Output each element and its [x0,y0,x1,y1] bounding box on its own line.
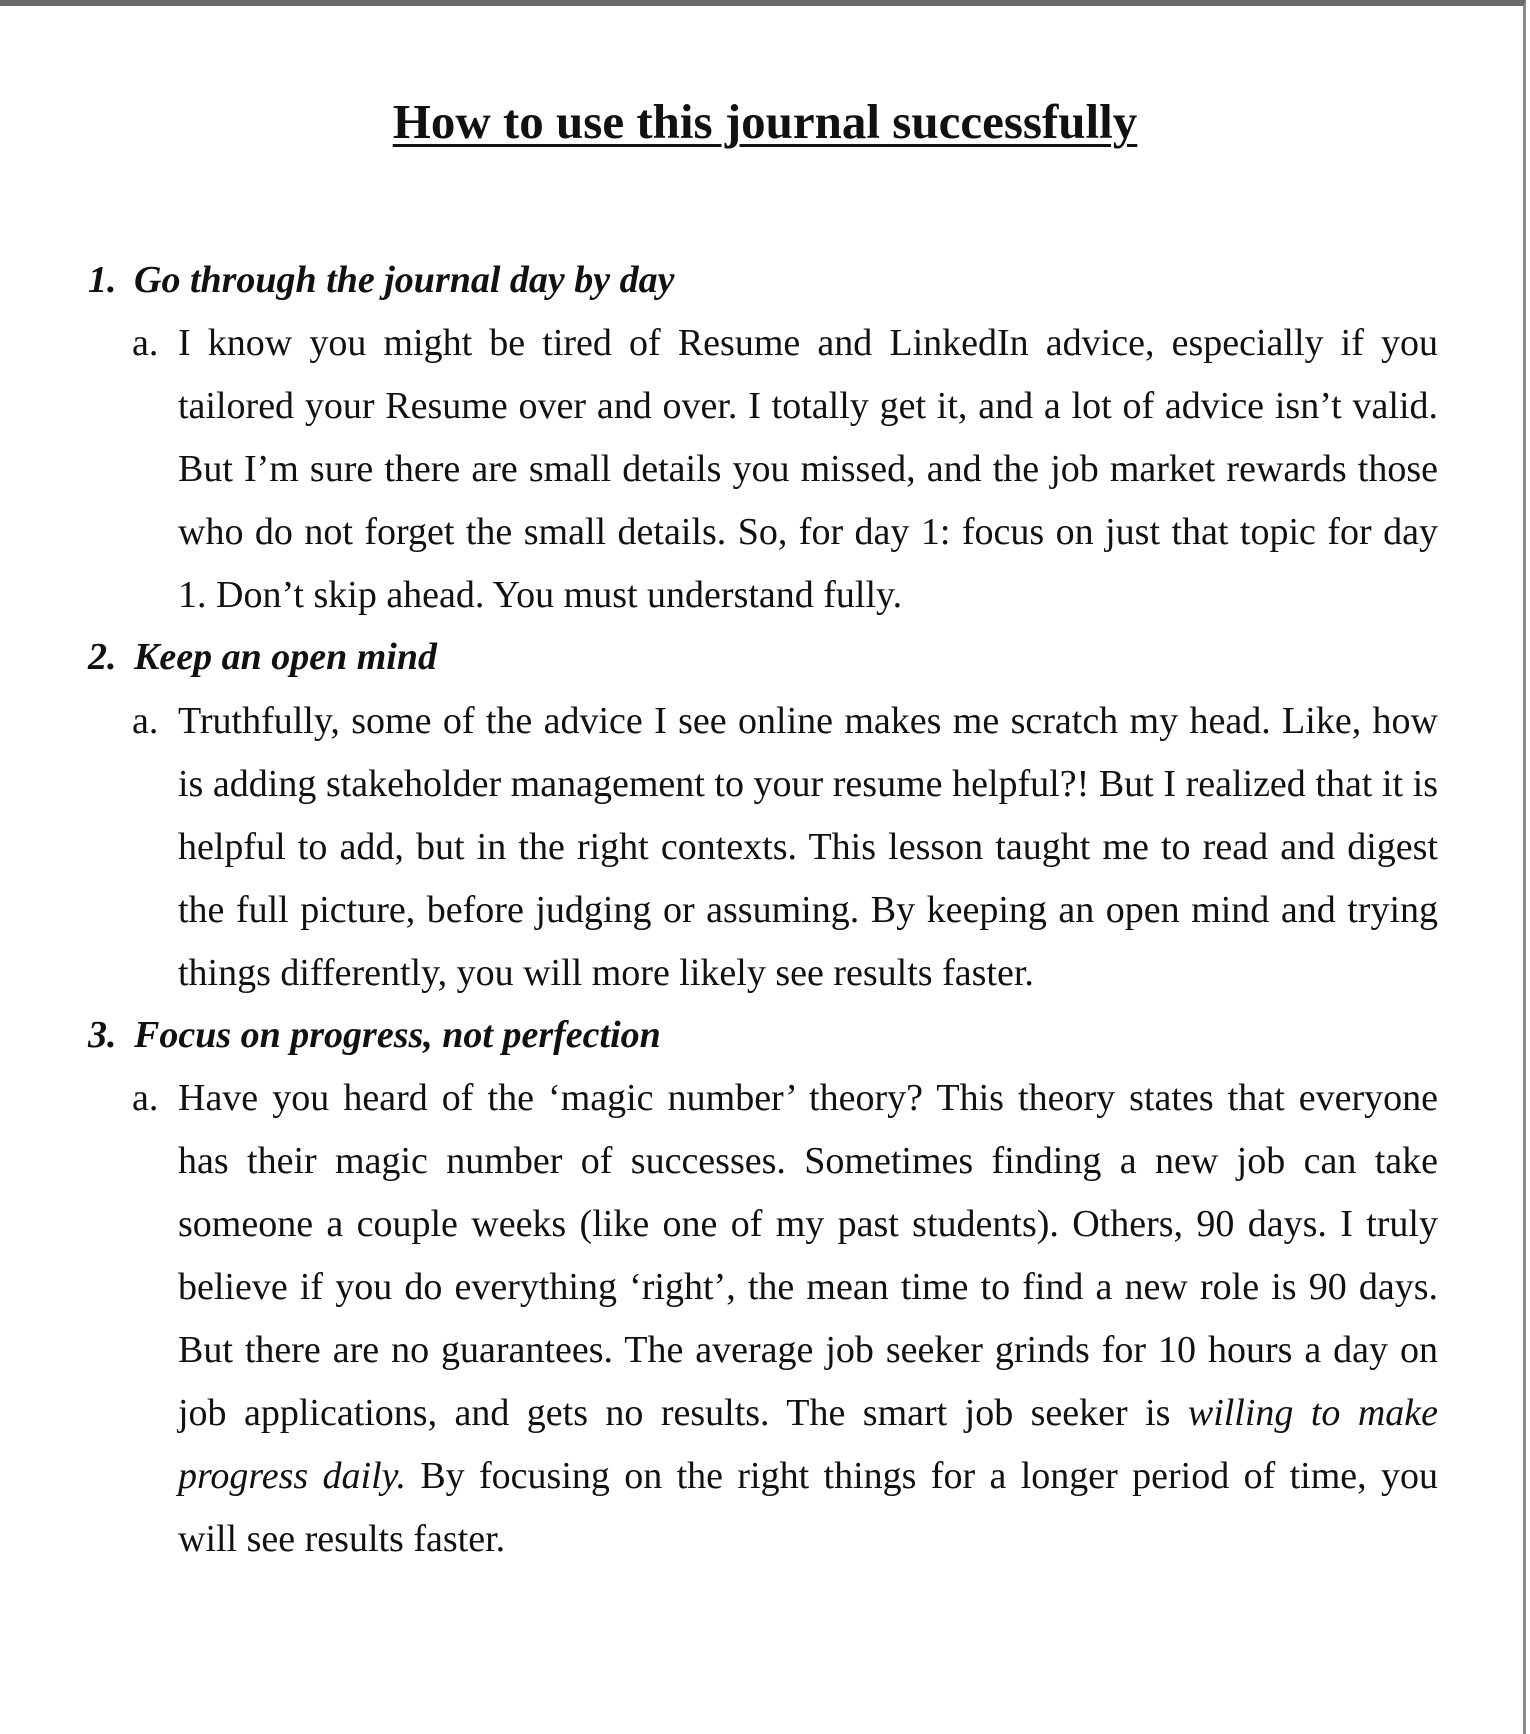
paragraph-1a: I know you might be tired of Resume and LinkedIn advice, especially if you tailored your Resume over and over. I totally get it, and a lot of advice isn’t valid. But I’m sure there are small details you missed, and the job market rewards those who do not forget the small details. So, for day 1: focus on just that topic for day 1. Don’t skip ahead. You must understand fully. [178,322,1438,616]
section-heading-1 [88,256,675,304]
paragraph-3a-text-before: Have you heard of the ‘magic number’ theory? This theory states that everyone has their magic number of successes. Sometimes finding a new job can take someone a couple weeks (like one of my past students). Others, 90 days. I truly believe if you do everything ‘right’, the mean time to find a new role is 90 days. But there are no guarantees. The average job seeker grinds for 10 hours a day on job applications, and gets no results. The smart job seeker is [178,1077,1438,1434]
section-heading-text-3: Focus on progress, not perfection [134,1014,661,1056]
paragraph-2a: Truthfully, some of the advice I see online makes me scratch my head. Like, how is adding stakeholder management to your resume helpful?! But I realized that it is helpful to add, but in the right contexts. This lesson taught me to read and digest the full picture, before judging or assuming. By keeping an open mind and trying things differently, you will more likely see results faster. [178,700,1438,994]
sub-item-marker-1a: a. [132,322,159,364]
section-heading-text-2: Keep an open mind [134,636,437,678]
section-number-2: 2. [88,636,117,678]
paragraph-3a-emphasis: willing to make progress daily. [178,1392,1438,1497]
page-title: How to use this journal successfully [392,94,1138,149]
sub-item-marker-2a: a. [132,700,159,742]
section-heading-text-1: Go through the journal day by day [134,259,675,301]
paragraph-3a [178,1067,1438,1571]
paragraph-3a-text-after: By focusing on the right things for a longer period of time, you will see results faster. [178,1455,1438,1560]
sub-item-marker-3a: a. [132,1077,159,1119]
section-heading-3 [88,1011,661,1059]
section-heading-2 [88,633,437,681]
section-number-3: 3. [88,1014,117,1056]
section-number-1: 1. [88,259,117,301]
